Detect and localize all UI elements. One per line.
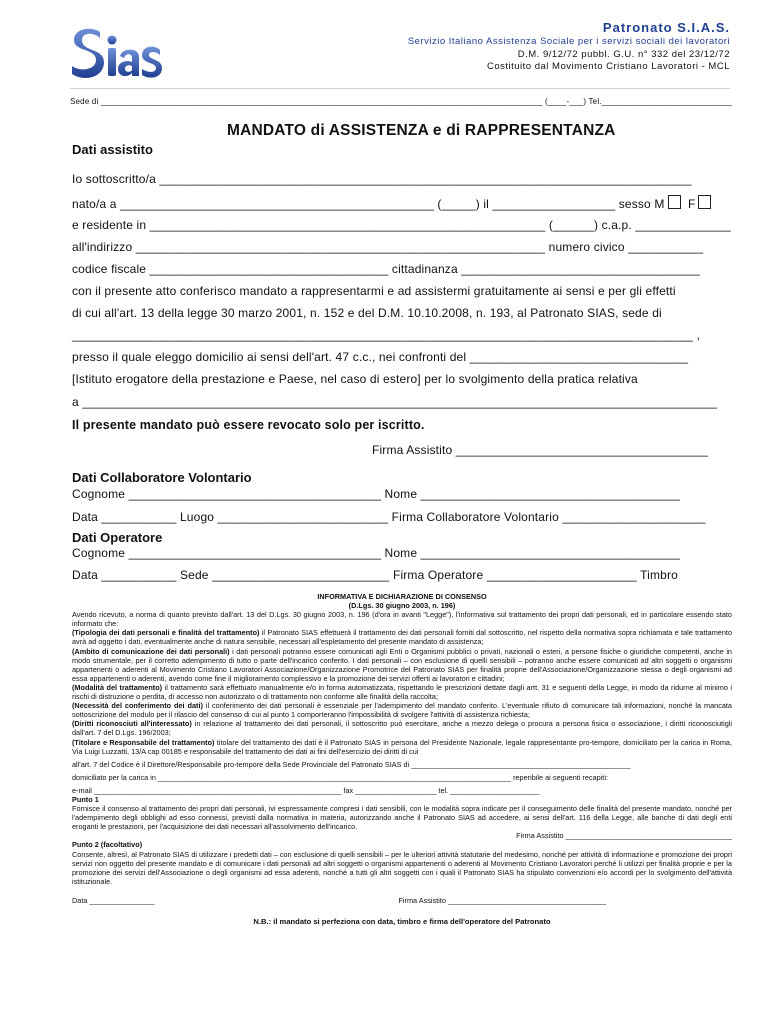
notice-p3: (Modalità del trattamento) il trattamento sarà effettuato manualmente e/o in forma automatizzata, rispettando le prescrizioni dettate dagli artt. 31 e seguenti della Legge, in modo da ridurne al minimo i rischi di distruzione o perdita, di accesso non autorizzato o di trattamento non conforme alle finalità della raccolta; bbox=[72, 682, 732, 702]
notice-p6: (Titolare e Responsabile del trattamento) titolare del trattamento dei dati è il Patronato SIAS in persona del Presidente Nazionale, legale rappresentante pro-tempore, domiciliato per la carica in Roma, Via Luigi Luzzatti, 13/A cap 00185 e responsabile del trattamento dei dati ai fini dell'esercizio dei diritti di cui bbox=[72, 737, 732, 756]
punto1-heading: Punto 1 bbox=[72, 794, 99, 804]
revocable-note: Il presente mandato può essere revocato solo per iscritto. bbox=[72, 418, 425, 432]
section-operatore: Dati Operatore bbox=[72, 530, 163, 545]
notice-p5: (Diritti riconosciuti all'interessato) in relazione al trattamento dei dati personali, il sottoscritto può esercitare, anche a mezzo delega o procura a persona fisica o associazione, i diritti riconosciutigli dall'art. 7 del D.Lgs. 196/2003; bbox=[72, 719, 732, 738]
notice-p4: (Necessità del conferimento dei dati) il conferimento dei dati personali è essenziale per l'adempimento del mandato conferito. L'eventuale rifiuto di comunicare tali informazioni, nonché la mancata sottoscrizione del modulo per il rilascio del consenso di cui al punto 1 comporteranno l'impossibilità di svolgere l'attività di assistenza richiesta; bbox=[72, 701, 732, 720]
sex-m-checkbox[interactable] bbox=[668, 195, 681, 209]
notice-title: INFORMATIVA E DICHIARAZIONE DI CONSENSO bbox=[317, 592, 487, 601]
fiscal-code-field[interactable]: codice fiscale ___________________________________ cittadinanza ___________________________________ bbox=[72, 262, 701, 276]
privacy-notice bbox=[72, 592, 732, 926]
notice-p1: (Tipologia dei dati personali e finalità del trattamento) il Patronato SIAS effettuerà il trattamento dei dati personali forniti dal sottoscritto, nel rispetto della normativa sopra richiamata e tale trattamento avrà ad oggetto i dati, eventualmente anche di natura sensibile, necessari all'espletamento del presente mandato di assistenza; bbox=[72, 628, 733, 647]
mandate-text-2: di cui all'art. 13 della legge 30 marzo 2001, n. 152 e del D.M. 10.10.2008, n. 193, al Patronato SIAS, sede di bbox=[72, 306, 662, 320]
org-name: Patronato S.I.A.S. bbox=[602, 20, 730, 35]
collab-name-field[interactable]: Cognome _____________________________________ Nome ______________________________________ bbox=[72, 487, 680, 501]
birth-field[interactable] bbox=[72, 195, 715, 211]
document-title: MANDATO di ASSISTENZA e di RAPPRESENTANZA bbox=[227, 122, 616, 139]
punto1-text: Fornisce il consenso al trattamento dei propri dati personali, ivi espressamente compresi i dati sensibili, con le modalità sopra indicate per il conseguimento delle finalità del presente mandato, nonché per l'adempimento degli obblighi ad esso connessi, previsti dalla normativa in materia, autorizzando anche il Patronato SIAS ad accedere, ai sensi dell'art. 116 della Legge, alle banche di dati degli enti eroganti le prestazioni, per l'acquisizione dei dati necessari all'assolvimento dell'incarico. bbox=[72, 804, 732, 832]
founded-text: Costituito dal Movimento Cristiano Lavoratori - MCL bbox=[486, 61, 730, 72]
notice-subtitle: (D.Lgs. 30 giugno 2003, n. 196) bbox=[348, 601, 456, 611]
mandate-text-1: con il presente atto conferisco mandato a rappresentarmi e ad assistermi gratuitamente ai sensi e per gli effetti bbox=[72, 284, 676, 298]
notice-p2: (Ambito di comunicazione dei dati personali) i dati personali potranno essere comunicati agli Enti o Organismi pubblici o privati, nazionali o esteri, a persone fisiche o giuridiche competenti, anche in modo strumentale, per il corretto adempimento di tutto o parte dell'incarico conferito. I dati personali – con esclusione di quelli sensibili – potranno anche essere comunicati ad altri soggetti o organismi appartenenti o aderenti al Movimento Cristiano Lavoratori Associazione/Organizzazione Promotrice del Patronato SIAS per finalità proprie dell'Associazione/Organizzazione stessa o degli organismi ad essa appartenenti o aderenti, avendo come fine il miglioramento complessivo e la promozione dei servizi offerti ai lavoratori e cittadini; bbox=[72, 646, 732, 683]
date-punto2[interactable]: Data ________________ bbox=[72, 895, 155, 905]
birth-label: nato/a a ______________________________________________ (_____) il __________________ sesso M bbox=[72, 197, 665, 211]
header-divider bbox=[70, 88, 730, 89]
sede-field-2[interactable]: ___________________________________________________________________________________________ , bbox=[72, 328, 700, 342]
punto2-sign-row bbox=[72, 896, 732, 905]
sex-f-label: F bbox=[687, 197, 696, 211]
sede-field[interactable]: Sede di _______________________________________________________________________________________________ (____-___) Tel.____________________________ bbox=[70, 97, 732, 106]
operator-date-field[interactable]: Data ___________ Sede __________________________ Firma Operatore ______________________ Timbro bbox=[72, 568, 678, 582]
nb-note: N.B.: il mandato si perfeziona con data, timbro e firma dell'operatore del Patronato bbox=[253, 917, 551, 926]
sias-logo-icon bbox=[70, 22, 162, 82]
practice-field[interactable]: a _____________________________________________________________________________________________ bbox=[72, 395, 717, 409]
section-assistito: Dati assistito bbox=[72, 142, 153, 157]
signature-punto2[interactable]: Firma Assistito _______________________________________ bbox=[398, 895, 607, 905]
decree-text: D.M. 9/12/72 pubbl. G.U. n° 332 del 23/12/72 bbox=[517, 48, 730, 60]
contacts-field[interactable]: e-mail _____________________________________________________________ fax ____________________ tel. ______________________ bbox=[72, 785, 540, 795]
signature-assistito[interactable]: Firma Assistito _____________________________________ bbox=[372, 443, 709, 457]
address-field[interactable]: all'indirizzo ____________________________________________________________ numero civico ___________ bbox=[72, 240, 704, 254]
sex-f-checkbox[interactable] bbox=[698, 195, 711, 209]
domicile-field[interactable]: presso il quale eleggo domicilio ai sensi dell'art. 47 c.c., nei confronti del ________________________________ bbox=[72, 350, 689, 364]
director-field[interactable]: all'art. 7 del Codice è il Direttore/Responsabile pro-tempore della Sede Provinciale del Patronato SIAS di ______________________________________________________ bbox=[72, 759, 631, 769]
punto2-text: Consente, altresì, al Patronato SIAS di utilizzare i predetti dati – con esclusione di quelli sensibili – per le ulteriori attività statutarie del medesimo, nonché per attività di informazione e promozione dei propri servizi non oggetto del presente mandato e di comunicare i dati personali ad altri soggetti o organismi appartenenti o aderenti al Movimento Cristiano Lavoratori perché li utilizzi per finalità proprie e per la promozione dei servizi dell'Associazione o degli organismi ad essa aderenti, nonché a tutti gli altri soggetti con i quali il Patronato SIAS ha stipulato convenzioni e/o accordi per lo svolgimento dell'attività istituzionale. bbox=[72, 849, 732, 886]
punto2-heading: Punto 2 (facoltativo) bbox=[72, 840, 143, 850]
org-subtitle: Servizio Italiano Assistenza Sociale per i servizi sociali dei lavoratori bbox=[407, 36, 730, 47]
residence-field[interactable]: e residente in __________________________________________________________ (______) c.a.p. ______________ bbox=[72, 218, 731, 232]
section-collaboratore: Dati Collaboratore Volontario bbox=[72, 470, 252, 485]
domicile-carica-field[interactable]: domiciliato per la carica in _______________________________________________________________________________________ reperibile ai seguenti recapiti: bbox=[72, 772, 608, 782]
signature-punto1[interactable]: Firma Assistito _________________________________________ bbox=[516, 831, 732, 841]
notice-intro: Avendo ricevuto, a norma di quanto previsto dall'art. 13 del D.Lgs. 30 giugno 2003, n. 196 (d'ora in avanti "Legge"), l'informativa sul trattamento dei propri dati personali, ed in particolare essendo stato informato che: bbox=[72, 610, 732, 629]
collab-date-field[interactable]: Data ___________ Luogo _________________________ Firma Collaboratore Volontario _____________________ bbox=[72, 510, 706, 524]
header-block bbox=[408, 20, 730, 74]
mandate-text-3: [Istituto erogatore della prestazione e Paese, nel caso di estero] per lo svolgimento della pratica relativa bbox=[72, 372, 638, 386]
name-field[interactable]: Io sottoscritto/a ______________________________________________________________________________ bbox=[72, 172, 692, 186]
operator-name-field[interactable]: Cognome _____________________________________ Nome ______________________________________ bbox=[72, 546, 680, 560]
